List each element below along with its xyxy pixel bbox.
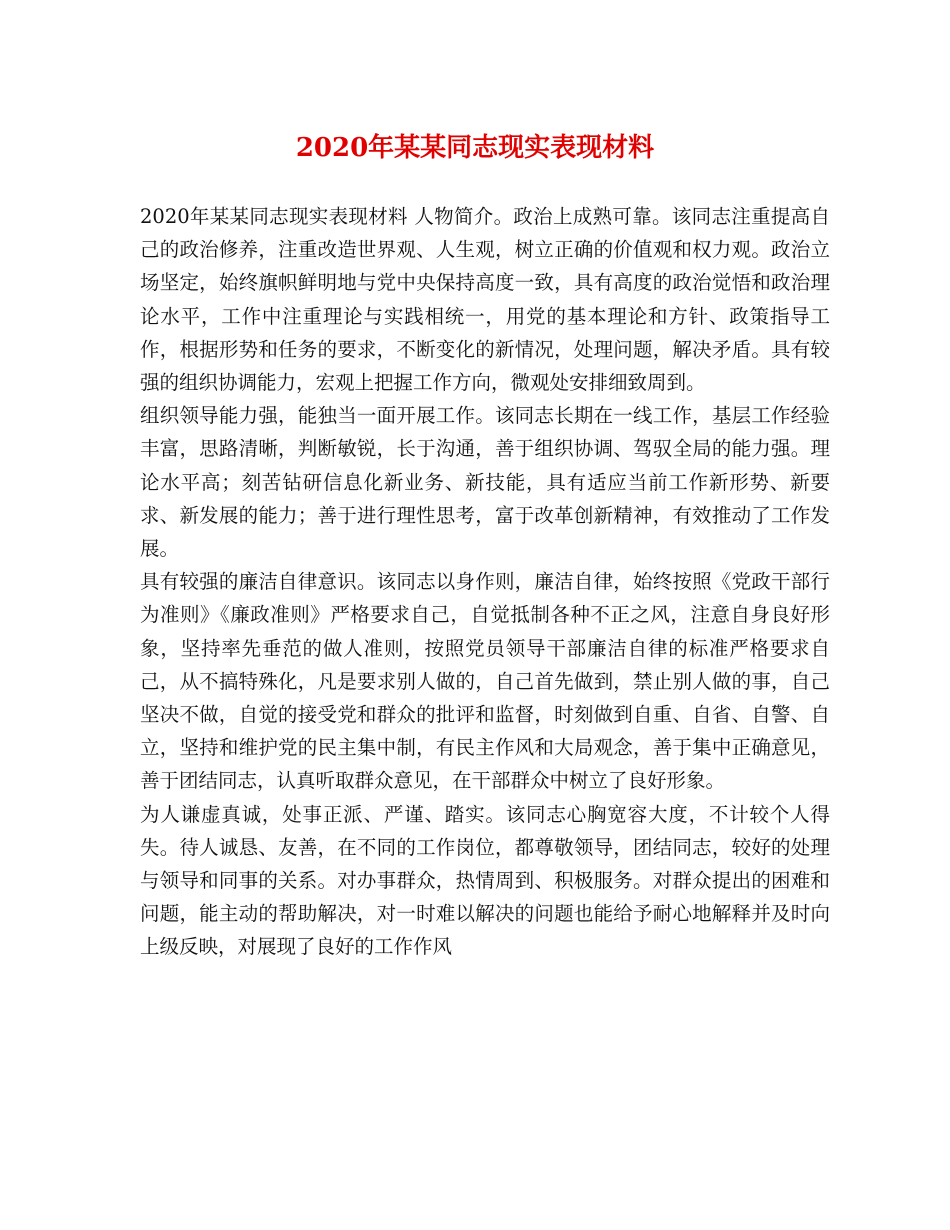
paragraph-profile: 2020年某某同志现实表现材料 人物简介。政治上成熟可靠。该同志注重提高自己的政治修养，注重改造世界观、人生观，树立正确的价值观和权力观。政治立场坚定，始终旗帜鲜明地与党中央保持高度一致，具有高度的政治觉悟和政治理论水平，工作中注重理论与实践相统一，用党的基本理论和方针、政策指导工作，根据形势和任务的要求，不断变化的新情况，处理问题，解决矛盾。具有较强的组织协调能力，宏观上把握工作方向，微观处安排细致周到。	[140, 205, 830, 395]
paragraph-integrity: 具有较强的廉洁自律意识。该同志以身作则，廉洁自律，始终按照《党政干部行为准则》《廉政准则》严格要求自己，自觉抵制各种不正之风，注意自身良好形象，坚持率先垂范的做人准则，按照党员领导干部廉洁自律的标准严格要求自己，从不搞特殊化，凡是要求别人做的，自己首先做到，禁止别人做的事，自己坚决不做，自觉的接受党和群众的批评和监督，时刻做到自重、自省、自警、自立，坚持和维护党的民主集中制，有民主作风和大局观念，善于集中正确意见，善于团结同志，认真听取群众意见，在干部群众中树立了良好形象。	[140, 570, 830, 793]
paragraph-leadership: 组织领导能力强，能独当一面开展工作。该同志长期在一线工作，基层工作经验丰富，思路清晰，判断敏锐，长于沟通，善于组织协调、驾驭全局的能力强。理论水平高；刻苦钻研信息化新业务、新技能，具有适应当前工作新形势、新要求、新发展的能力；善于进行理性思考，富于改革创新精神，有效推动了工作发展。	[140, 404, 830, 561]
document-body	[140, 200, 830, 964]
paragraph-character: 为人谦虚真诚，处事正派、严谨、踏实。该同志心胸宽容大度，不计较个人得失。待人诚恳、友善，在不同的工作岗位，都尊敬领导，团结同志，较好的处理与领导和同事的关系。对办事群众，热情周到、积极服务。对群众提出的困难和问题，能主动的帮助解决，对一时难以解决的问题也能给予耐心地解释并及时向上级反映，对展现了良好的工作作风	[140, 802, 830, 959]
document-title: 2020年某某同志现实表现材料	[295, 133, 655, 163]
